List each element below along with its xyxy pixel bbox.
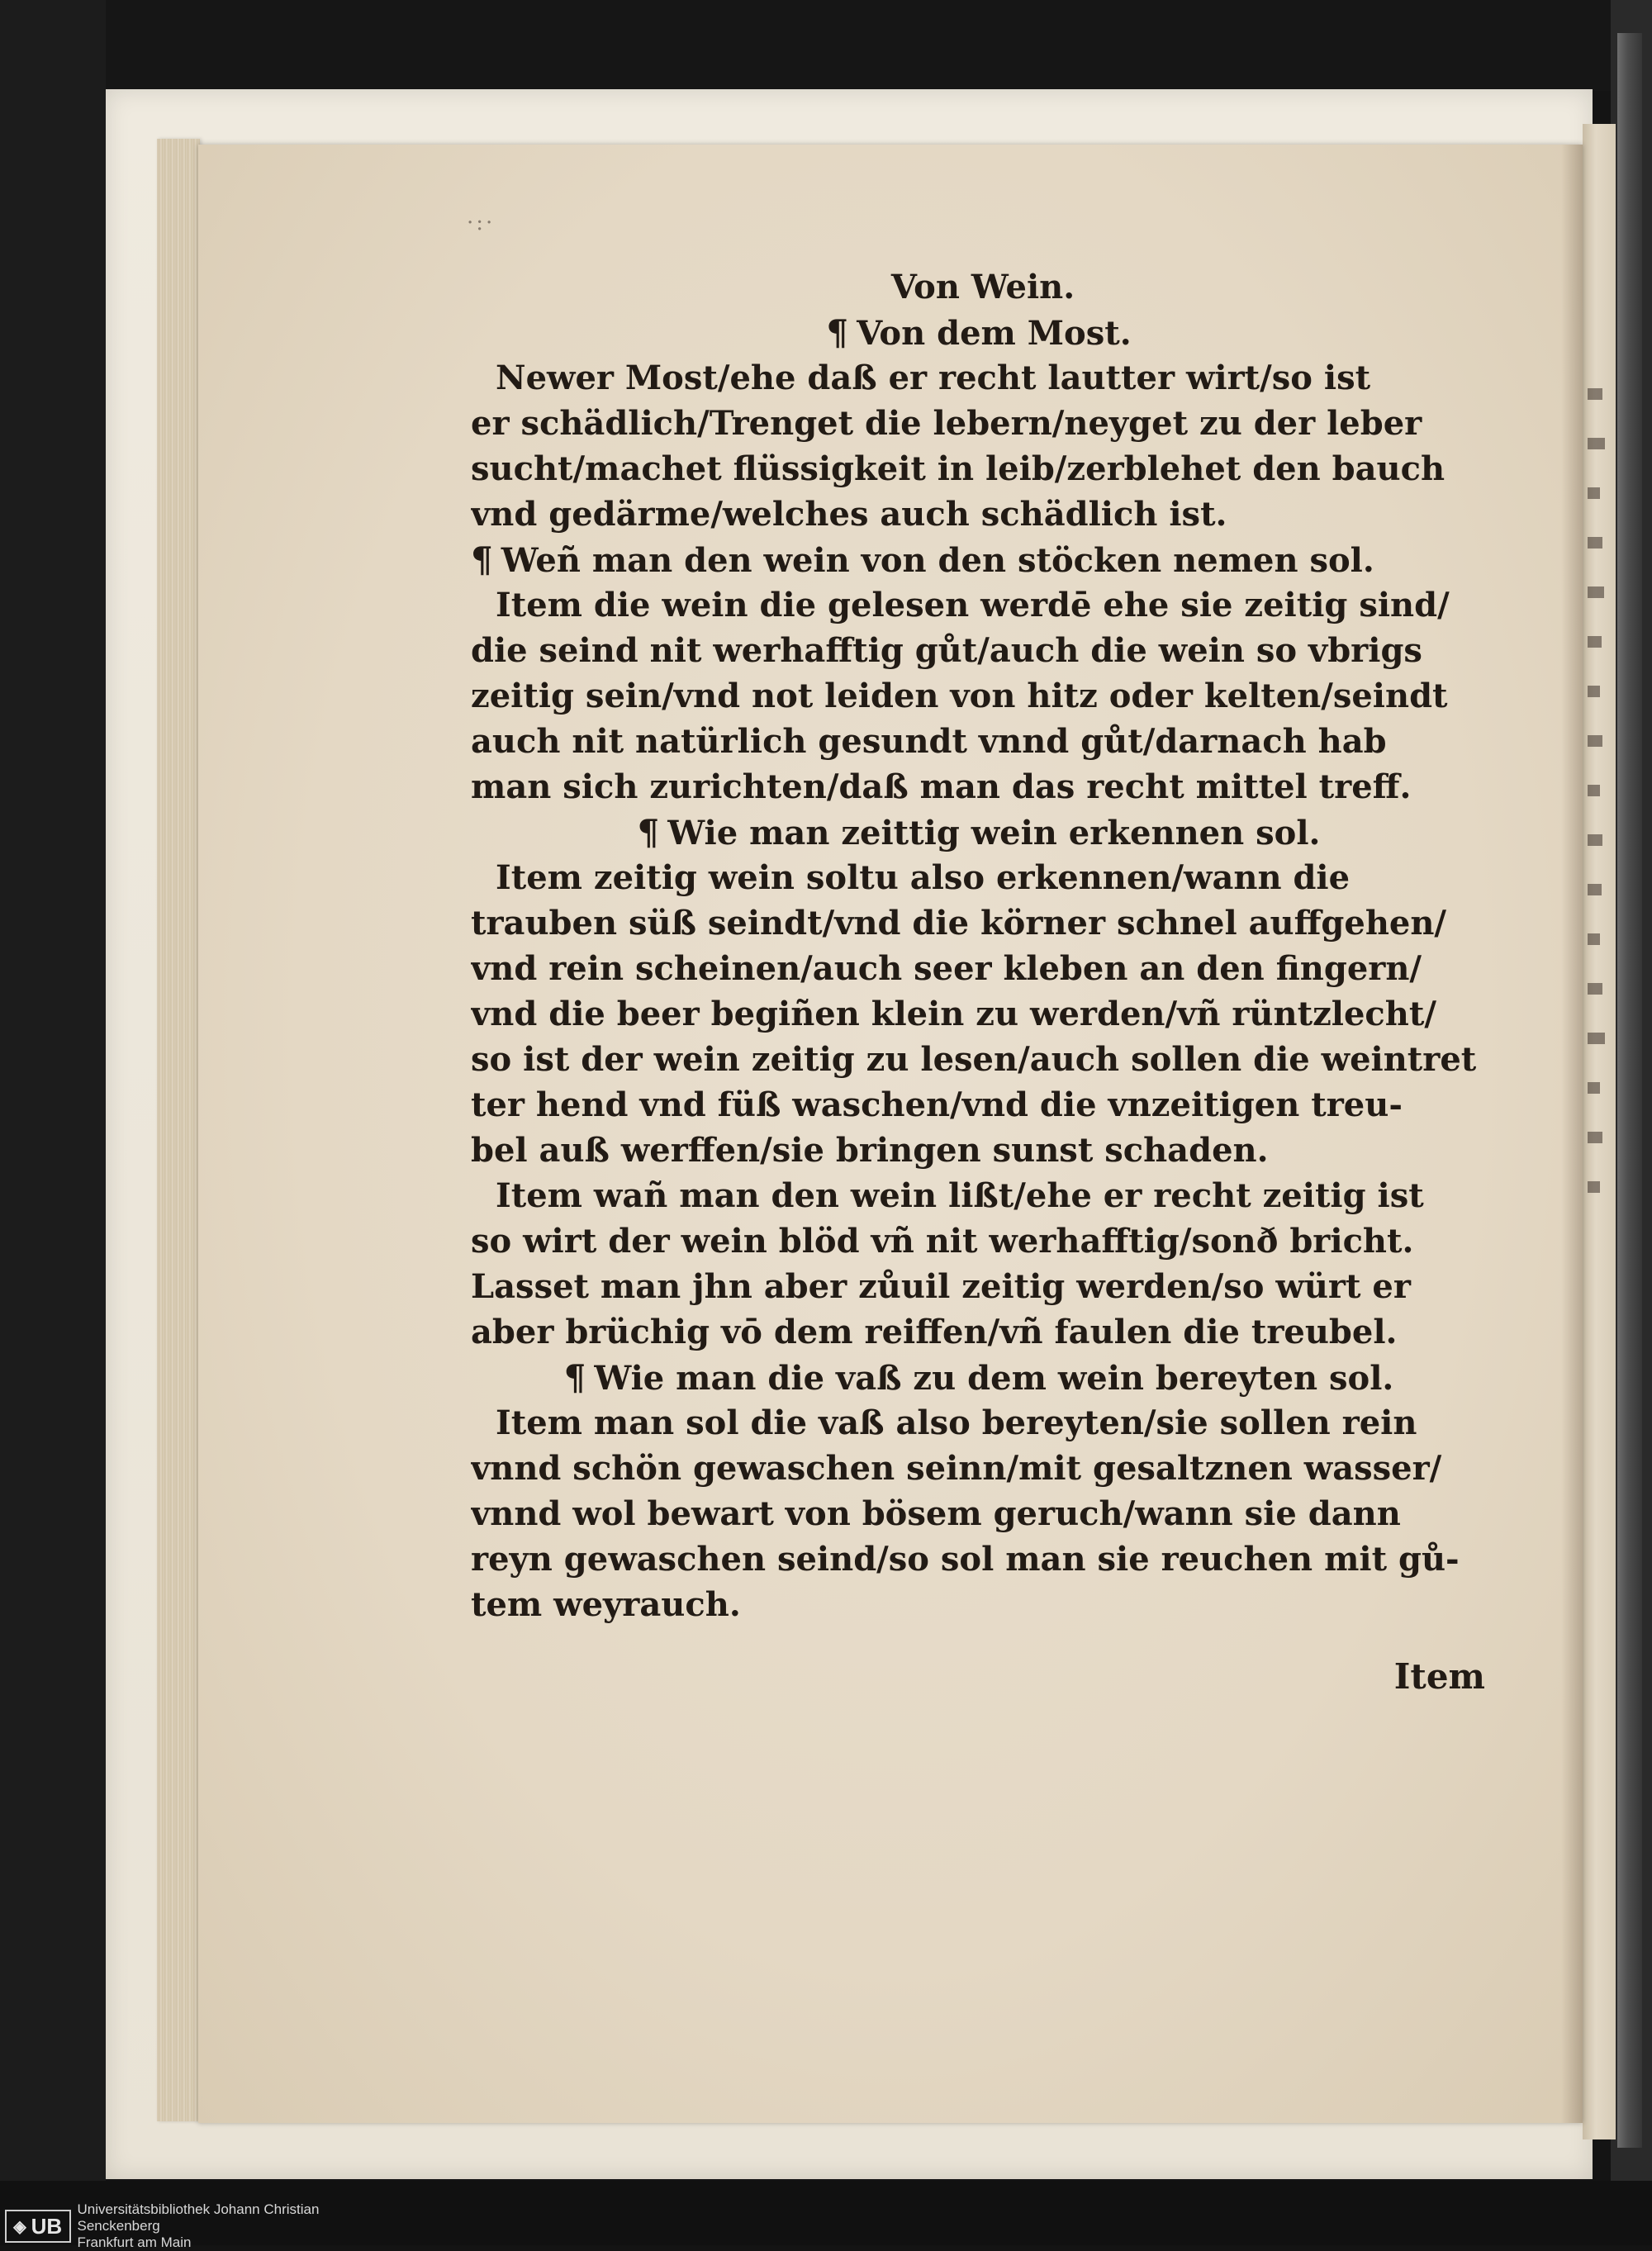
line-text: ter hend vnd füß waschen/vnd die vnzeitigen treu- xyxy=(471,1085,1403,1124)
line-text: auch nit natürlich gesundt vnnd gůt/darnach hab xyxy=(471,722,1387,761)
page-text xyxy=(471,264,1487,1699)
facing-text-fragment xyxy=(1588,438,1605,449)
text-line xyxy=(471,355,1487,401)
line-text: Item die wein die gelesen werdē ehe sie zeitig sind/ xyxy=(496,586,1450,624)
line-text: so ist der wein zeitig zu lesen/auch sollen die weintret xyxy=(471,1040,1477,1079)
line-text: vnd gedärme/welches auch schädlich ist. xyxy=(471,495,1227,534)
text-line xyxy=(471,1037,1487,1082)
facing-text-fragment xyxy=(1588,933,1600,945)
text-line xyxy=(471,1128,1487,1173)
facing-text-fragment xyxy=(1588,1033,1605,1044)
facing-text-fragment xyxy=(1588,686,1600,697)
facing-text-fragment xyxy=(1588,487,1600,499)
gutter-shadow xyxy=(1561,145,1583,2123)
facing-text-fragment xyxy=(1588,388,1602,400)
facing-text-fragment xyxy=(1588,884,1602,895)
text-line xyxy=(471,582,1487,628)
ub-logo xyxy=(5,2210,71,2243)
line-text: tem weyrauch. xyxy=(471,1585,741,1624)
text-line xyxy=(471,764,1487,810)
line-text: Von dem Most. xyxy=(857,314,1132,353)
line-text: vnd rein scheinen/auch seer kleben an den fingern/ xyxy=(471,949,1422,988)
text-line xyxy=(471,1082,1487,1128)
facing-text-fragment xyxy=(1588,636,1602,648)
pilcrow-icon: ¶ xyxy=(637,812,660,852)
pilcrow-icon: ¶ xyxy=(563,1357,586,1398)
section-heading xyxy=(471,810,1487,855)
line-text: Wie man die vaß zu dem wein bereyten sol. xyxy=(594,1359,1394,1398)
library-name xyxy=(78,2201,348,2251)
library-name-line2: Frankfurt am Main xyxy=(77,2234,192,2250)
facing-text-fragment xyxy=(1588,1181,1600,1193)
library-name-line1: Universitätsbibliothek Johann Christian Senckenberg xyxy=(77,2201,320,2234)
text-line xyxy=(471,492,1487,537)
line-text: er schädlich/Trenget die lebern/neyget zu der leber xyxy=(471,404,1422,443)
line-text: vnd die beer begiñen klein zu werden/vñ rüntzlecht/ xyxy=(471,995,1436,1033)
line-text: vnnd schön gewaschen seinn/mit gesaltznen wasser/ xyxy=(471,1449,1442,1488)
section-heading xyxy=(471,537,1487,582)
line-text: Weñ man den wein von den stöcken nemen sol. xyxy=(501,541,1374,580)
facing-text-fragment xyxy=(1588,785,1600,796)
stray-ink-mark: ·:· xyxy=(467,211,496,235)
facing-page xyxy=(1583,124,1616,2139)
facing-text-fragment xyxy=(1588,586,1604,598)
facing-text-fragment xyxy=(1588,834,1602,846)
text-line xyxy=(471,1173,1487,1218)
text-line xyxy=(471,991,1487,1037)
text-line xyxy=(471,1218,1487,1264)
line-text: zeitig sein/vnd not leiden von hitz oder kelten/seindt xyxy=(471,677,1448,715)
section-heading xyxy=(471,310,1487,355)
line-text: Newer Most/ehe daß er recht lautter wirt/so ist xyxy=(496,359,1371,397)
running-head: Von Wein. xyxy=(890,268,1075,306)
line-text: trauben süß seindt/vnd die körner schnel auffgehen/ xyxy=(471,904,1447,943)
text-line xyxy=(471,1309,1487,1355)
text-line xyxy=(471,1491,1487,1536)
text-line xyxy=(471,1400,1487,1446)
facing-text-fragment xyxy=(1588,983,1602,995)
line-text: sucht/machet flüssigkeit in leib/zerblehet den bauch xyxy=(471,449,1446,488)
library-footer xyxy=(0,2201,347,2250)
line-text: vnnd wol bewart von bösem geruch/wann sie dann xyxy=(471,1494,1401,1533)
line-text: Lasset man jhn aber zůuil zeitig werden/so würt er xyxy=(471,1267,1411,1306)
facing-text-fragment xyxy=(1588,1082,1600,1094)
pilcrow-icon: ¶ xyxy=(826,312,849,353)
text-line xyxy=(471,1446,1487,1491)
text-line xyxy=(471,673,1487,719)
text-line xyxy=(471,446,1487,492)
line-text: so wirt der wein blöd vñ nit werhafftig/sonð bricht. xyxy=(471,1222,1414,1261)
line-text: aber brüchig vō dem reiffen/vñ faulen die treubel. xyxy=(471,1313,1398,1351)
text-line xyxy=(471,946,1487,991)
text-line xyxy=(471,1536,1487,1582)
catchword: Item xyxy=(1393,1656,1485,1697)
glass-plate-edge xyxy=(1617,33,1642,2148)
line-text: Item wañ man den wein lißt/ehe er recht zeitig ist xyxy=(496,1176,1424,1215)
library-emblem-icon: ◈ xyxy=(13,2217,26,2236)
facing-text-fragment xyxy=(1588,537,1602,549)
ub-logo-text: UB xyxy=(31,2213,63,2239)
text-line xyxy=(471,855,1487,900)
catchword-row xyxy=(471,1654,1487,1699)
scan-background-top xyxy=(0,0,1652,91)
line-text: die seind nit werhafftig gůt/auch die wein so vbrigs xyxy=(471,631,1422,670)
text-line xyxy=(471,1582,1487,1627)
line-text: Item zeitig wein soltu also erkennen/wann die xyxy=(496,858,1351,897)
pilcrow-icon: ¶ xyxy=(471,539,493,580)
line-text: Item man sol die vaß also bereyten/sie sollen rein xyxy=(496,1403,1417,1442)
line-text: bel auß werffen/sie bringen sunst schaden. xyxy=(471,1131,1269,1170)
line-text: Wie man zeittig wein erkennen sol. xyxy=(667,814,1321,852)
line-text: reyn gewaschen seind/so sol man sie reuchen mit gů- xyxy=(471,1540,1460,1579)
text-line xyxy=(471,900,1487,946)
facing-text-fragment xyxy=(1588,1132,1602,1143)
line-text: man sich zurichten/daß man das recht mittel treff. xyxy=(471,767,1412,806)
text-line xyxy=(471,1264,1487,1309)
text-line xyxy=(471,719,1487,764)
page-stack-edges xyxy=(157,139,200,2121)
section-heading xyxy=(471,1355,1487,1400)
text-line xyxy=(471,401,1487,446)
text-line xyxy=(471,628,1487,673)
text-lines xyxy=(471,310,1487,1627)
facing-text-fragment xyxy=(1588,735,1602,747)
scan-background-left xyxy=(0,0,106,2245)
